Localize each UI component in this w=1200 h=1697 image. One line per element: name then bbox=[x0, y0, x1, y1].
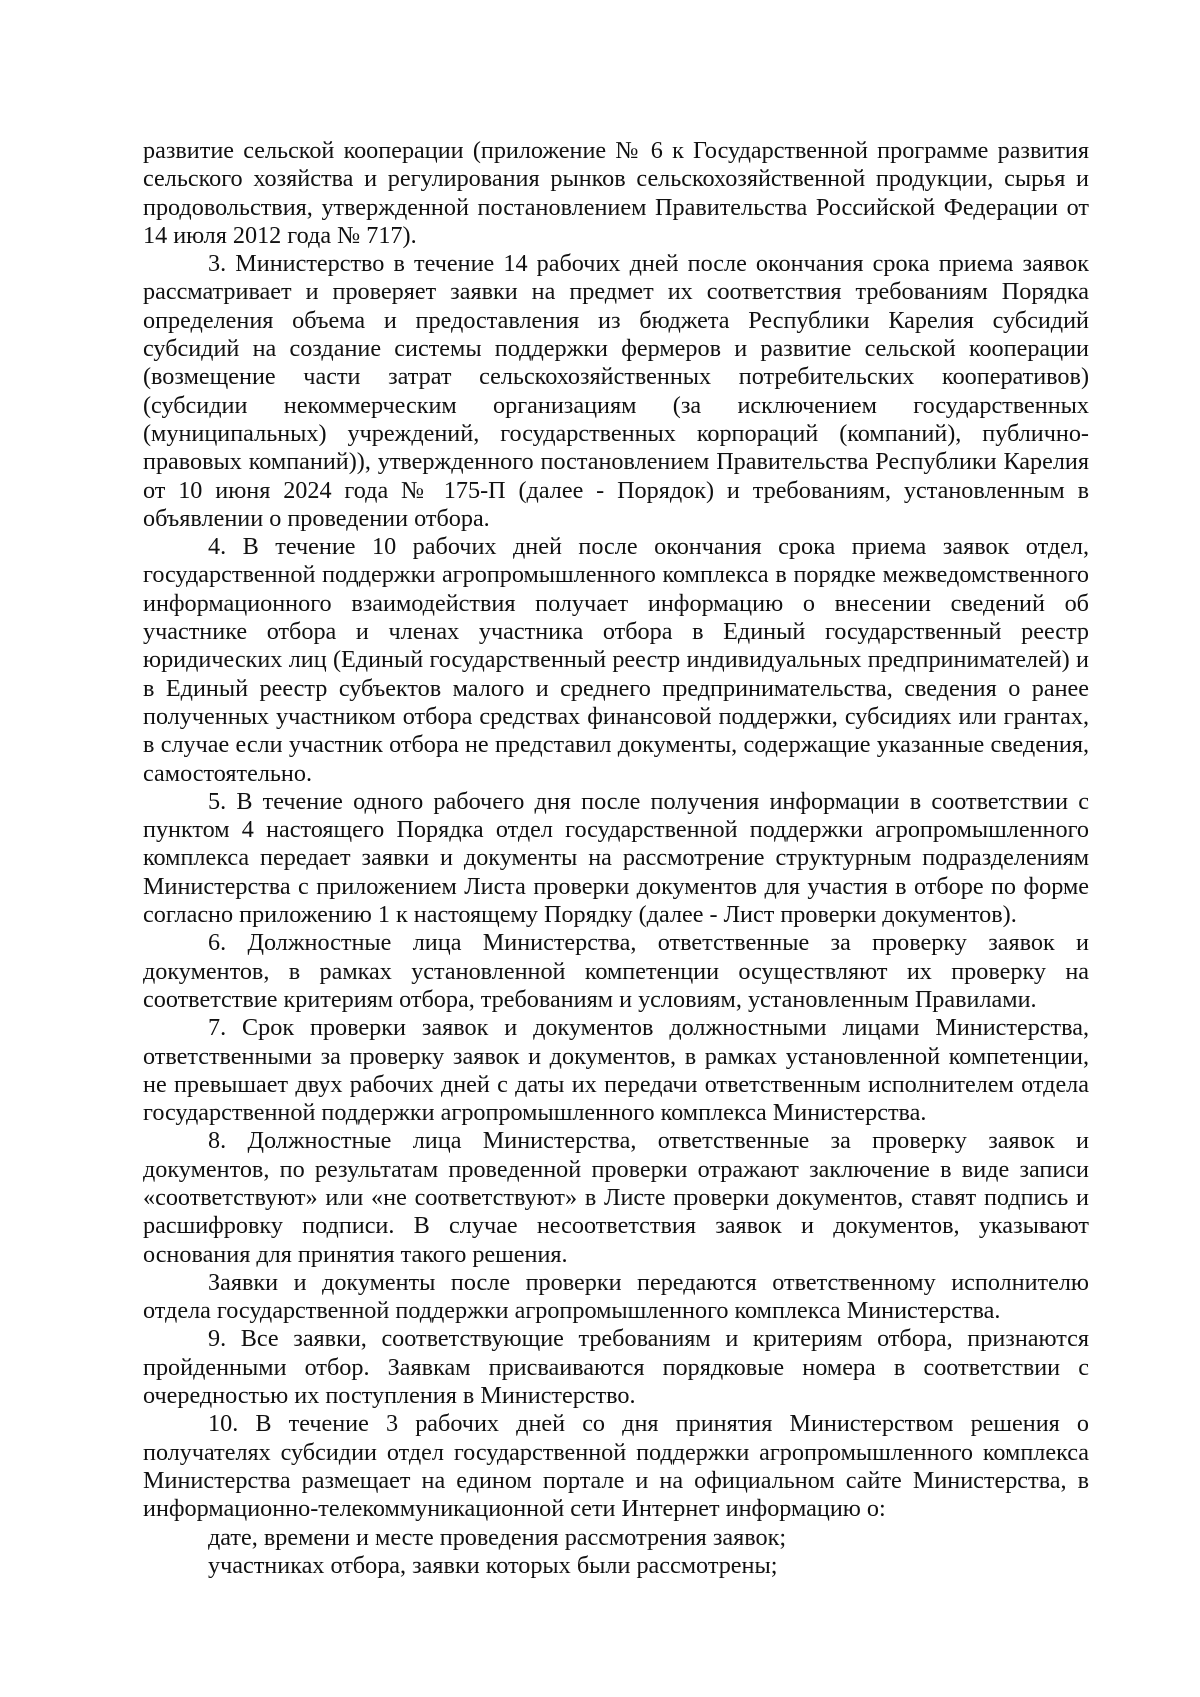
paragraph-item-7: 7. Срок проверки заявок и документов должностными лицами Министерства, ответственными за проверку заявок и документов, в рамках установленной компетенции, не превышает двух рабочих дней с даты их передачи ответственным исполнителем отдела государственной поддержки агропромышленного комплекса Министерства. bbox=[143, 1014, 1089, 1127]
paragraph-item-4: 4. В течение 10 рабочих дней после окончания срока приема заявок отдел, государственной поддержки агропромышленного комплекса в порядке межведомственного информационного взаимодействия получает информацию о внесении сведений об участнике отбора и членах участника отбора в Единый государственный реестр юридических лиц (Единый государственный реестр индивидуальных предпринимателей) и в Единый реестр субъектов малого и среднего предпринимательства, сведения о ранее полученных участником отбора средствах финансовой поддержки, субсидиях или грантах, в случае если участник отбора не представил документы, содержащие указанные сведения, самостоятельно. bbox=[143, 533, 1089, 787]
paragraph-item-3: 3. Министерство в течение 14 рабочих дней после окончания срока приема заявок рассматривает и проверяет заявки на предмет их соответствия требованиям Порядка определения объема и предоставления из бюджета Республики Карелия субсидий субсидий на создание системы поддержки фермеров и развитие сельской кооперации (возмещение части затрат сельскохозяйственных потребительских кооперативов) (субсидии некоммерческим организациям (за исключением государственных (муниципальных) учреждений, государственных корпораций (компаний), публично-правовых компаний)), утвержденного постановлением Правительства Республики Карелия от 10 июня 2024 года № 175-П (далее - Порядок) и требованиям, установленным в объявлении о проведении отбора. bbox=[143, 250, 1089, 532]
paragraph-item-8-continuation: Заявки и документы после проверки передаются ответственному исполнителю отдела государственной поддержки агропромышленного комплекса Министерства. bbox=[143, 1268, 1089, 1325]
paragraph-item-5: 5. В течение одного рабочего дня после получения информации в соответствии с пунктом 4 настоящего Порядка отдел государственной поддержки агропромышленного комплекса передает заявки и документы на рассмотрение структурным подразделениям Министерства с приложением Листа проверки документов для участия в отборе по форме согласно приложению 1 к настоящему Порядку (далее - Лист проверки документов). bbox=[143, 787, 1089, 929]
paragraph-item-6: 6. Должностные лица Министерства, ответственные за проверку заявок и документов, в рамках установленной компетенции осуществляют их проверку на соответствие критериям отбора, требованиям и условиям, установленным Правилами. bbox=[143, 929, 1089, 1013]
list-item-participants: участниках отбора, заявки которых были рассмотрены; bbox=[208, 1551, 778, 1579]
document-body bbox=[143, 137, 1089, 1580]
paragraph-item-10: 10. В течение 3 рабочих дней со дня принятия Министерством решения о получателях субсидии отдел государственной поддержки агропромышленного комплекса Министерства размещает на едином портале и на официальном сайте Министерства, в информационно-телекоммуникационной сети Интернет информацию о: bbox=[143, 1410, 1089, 1523]
paragraph-item-9: 9. Все заявки, соответствующие требованиям и критериям отбора, признаются пройденными отбор. Заявкам присваиваются порядковые номера в соответствии с очередностью их поступления в Министерство. bbox=[143, 1325, 1089, 1410]
paragraph-intro-continuation: развитие сельской кооперации (приложение № 6 к Государственной программе развития сельского хозяйства и регулирования рынков сельскохозяйственной продукции, сырья и продовольствия, утвержденной постановлением Правительства Российской Федерации от 14 июля 2012 года № 717). bbox=[143, 137, 1089, 249]
paragraph-item-8: 8. Должностные лица Министерства, ответственные за проверку заявок и документов, по результатам проведенной проверки отражают заключение в виде записи «соответствуют» или «не соответствуют» в Листе проверки документов, ставят подпись и расшифровку подписи. В случае несоответствия заявок и документов, указывают основания для принятия такого решения. bbox=[143, 1127, 1089, 1268]
list-item-date-time-place: дате, времени и месте проведения рассмотрения заявок; bbox=[208, 1523, 787, 1551]
